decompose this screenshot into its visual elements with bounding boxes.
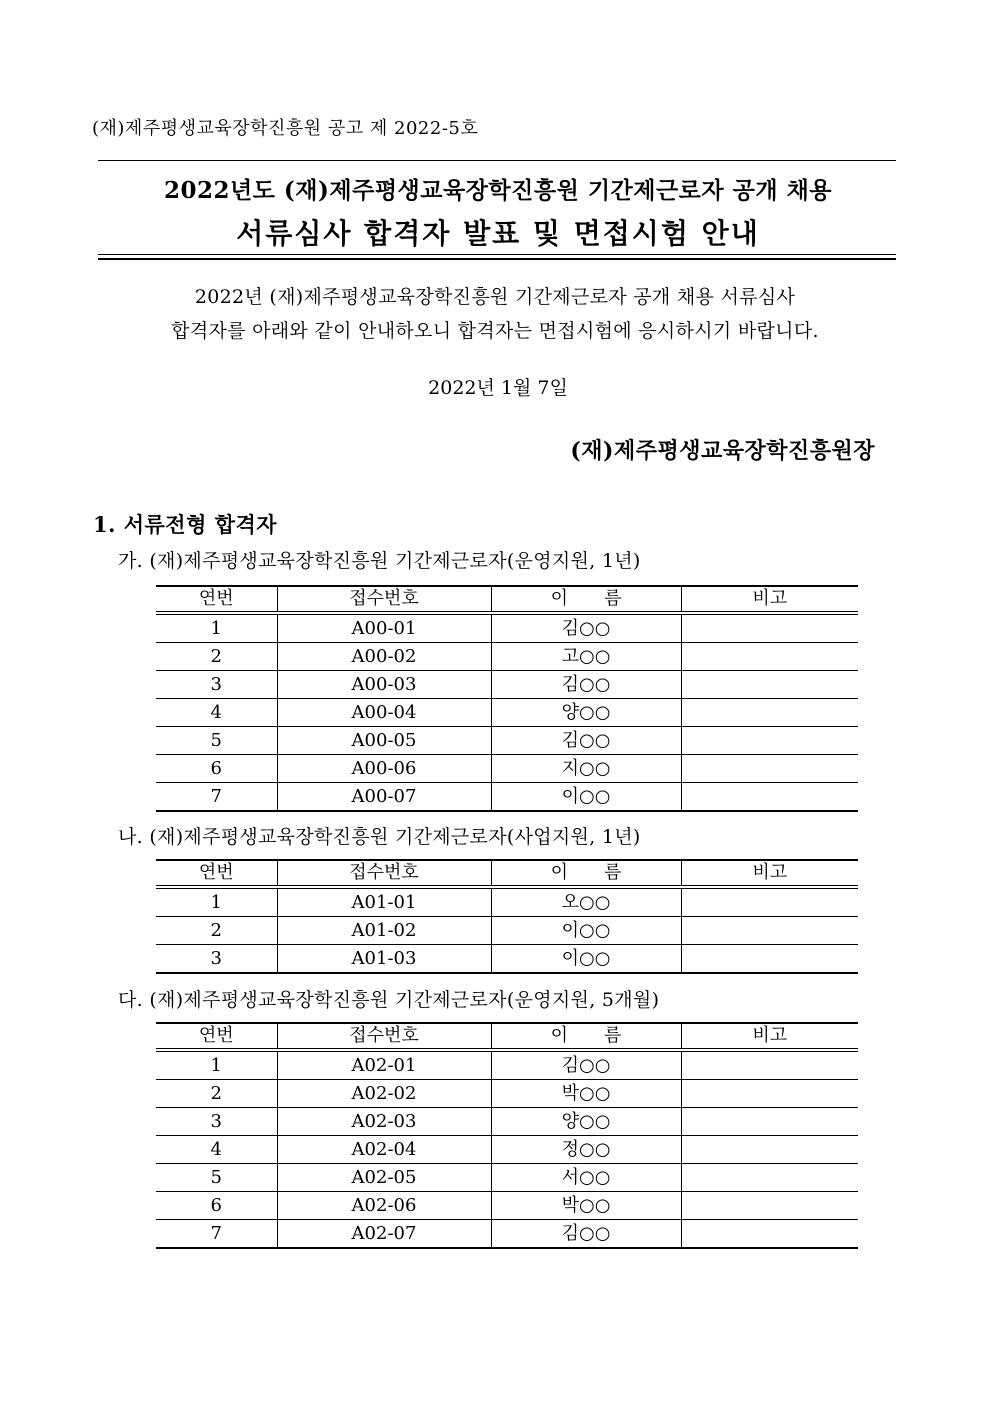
cell-no: 2 [210, 919, 222, 941]
cell-no: 6 [210, 1194, 222, 1216]
cell-no: 5 [210, 729, 222, 751]
cell-no: 3 [210, 947, 222, 969]
cell-no: 5 [210, 1166, 222, 1188]
cell-note [681, 727, 858, 755]
cell-note [681, 613, 858, 643]
cell-no: 7 [210, 785, 222, 807]
cell-application-id: A00-04 [277, 699, 491, 727]
cell-note [681, 1192, 858, 1220]
cell-note [681, 783, 858, 812]
cell-application-id: A00-07 [277, 783, 491, 812]
col-header-id: 접수번호 [277, 1023, 491, 1050]
cell-note [681, 945, 858, 974]
table-row [156, 613, 858, 643]
cell-application-id: A00-05 [277, 727, 491, 755]
cell-application-id: A00-03 [277, 671, 491, 699]
cell-application-id: A02-06 [277, 1192, 491, 1220]
table-row [156, 887, 858, 917]
table-row [156, 917, 858, 945]
cell-note [681, 1164, 858, 1192]
notice-number: (재)제주평생교육장학진흥원 공고 제 2022-5호 [92, 118, 479, 139]
col-header-note: 비고 [681, 586, 858, 613]
table-row [156, 1050, 858, 1080]
cell-name: 김○○ [491, 1050, 681, 1080]
cell-no: 6 [210, 757, 222, 779]
cell-name: 박○○ [491, 1192, 681, 1220]
col-header-no: 연번 [156, 586, 277, 613]
cell-no: 2 [210, 1082, 222, 1104]
cell-name: 지○○ [491, 755, 681, 783]
cell-no: 1 [210, 617, 222, 639]
cell-application-id: A02-02 [277, 1080, 491, 1108]
cell-name: 오○○ [491, 887, 681, 917]
cell-name: 박○○ [491, 1080, 681, 1108]
cell-application-id: A02-04 [277, 1136, 491, 1164]
table-header-row [156, 860, 858, 887]
table-row [156, 1164, 858, 1192]
col-header-name: 이 름 [491, 1023, 681, 1050]
cell-no: 3 [210, 1110, 222, 1132]
title-line-2: 서류심사 합격자 발표 및 면접시험 안내 [236, 217, 760, 250]
notice-date: 2022년 1월 7일 [428, 377, 568, 399]
col-header-name: 이 름 [491, 860, 681, 887]
table-row [156, 1136, 858, 1164]
col-header-note: 비고 [681, 1023, 858, 1050]
group-b-table [156, 859, 858, 974]
title-double-rule [98, 254, 896, 260]
cell-application-id: A00-02 [277, 643, 491, 671]
cell-no: 1 [210, 891, 222, 913]
table-row [156, 699, 858, 727]
cell-no: 2 [210, 645, 222, 667]
cell-note [681, 699, 858, 727]
cell-no: 1 [210, 1054, 222, 1076]
cell-no: 7 [210, 1222, 222, 1244]
cell-note [681, 887, 858, 917]
table-row [156, 1220, 858, 1249]
group-c-table [156, 1022, 858, 1249]
cell-name: 이○○ [491, 783, 681, 812]
col-header-note: 비고 [681, 860, 858, 887]
cell-note [681, 755, 858, 783]
top-rule [98, 160, 896, 161]
cell-note [681, 1108, 858, 1136]
cell-application-id: A00-06 [277, 755, 491, 783]
cell-name: 김○○ [491, 613, 681, 643]
cell-name: 김○○ [491, 727, 681, 755]
col-header-no: 연번 [156, 1023, 277, 1050]
cell-name: 이○○ [491, 945, 681, 974]
cell-no: 4 [210, 701, 222, 723]
col-header-id: 접수번호 [277, 586, 491, 613]
table-row [156, 643, 858, 671]
cell-note [681, 1080, 858, 1108]
cell-name: 김○○ [491, 671, 681, 699]
cell-application-id: A02-03 [277, 1108, 491, 1136]
cell-application-id: A02-07 [277, 1220, 491, 1249]
table-row [156, 671, 858, 699]
section-title: 1. 서류전형 합격자 [93, 512, 278, 537]
table-row [156, 727, 858, 755]
table-row [156, 1108, 858, 1136]
cell-name: 양○○ [491, 1108, 681, 1136]
issuer-signature: (재)제주평생교육장학진흥원장 [570, 438, 875, 464]
group-b-title: 나. (재)제주평생교육장학진흥원 기간제근로자(사업지원, 1년) [118, 826, 641, 848]
cell-application-id: A01-01 [277, 887, 491, 917]
table-row [156, 1192, 858, 1220]
cell-application-id: A00-01 [277, 613, 491, 643]
title-line-1: 2022년도 (재)제주평생교육장학진흥원 기간제근로자 공개 채용 [163, 177, 833, 204]
cell-note [681, 1136, 858, 1164]
group-a-table [156, 585, 858, 812]
cell-name: 서○○ [491, 1164, 681, 1192]
cell-application-id: A01-03 [277, 945, 491, 974]
cell-application-id: A02-05 [277, 1164, 491, 1192]
col-header-id: 접수번호 [277, 860, 491, 887]
table-row [156, 945, 858, 974]
table-header-row [156, 1023, 858, 1050]
cell-note [681, 643, 858, 671]
intro-paragraph [100, 280, 890, 348]
table-row [156, 1080, 858, 1108]
group-c-title: 다. (재)제주평생교육장학진흥원 기간제근로자(운영지원, 5개월) [118, 989, 660, 1011]
cell-name: 양○○ [491, 699, 681, 727]
intro-line-1: 2022년 (재)제주평생교육장학진흥원 기간제근로자 공개 채용 서류심사 [194, 286, 796, 308]
col-header-name: 이 름 [491, 586, 681, 613]
cell-application-id: A02-01 [277, 1050, 491, 1080]
cell-name: 정○○ [491, 1136, 681, 1164]
table-row [156, 755, 858, 783]
cell-name: 이○○ [491, 917, 681, 945]
cell-application-id: A01-02 [277, 917, 491, 945]
col-header-no: 연번 [156, 860, 277, 887]
group-a-title: 가. (재)제주평생교육장학진흥원 기간제근로자(운영지원, 1년) [118, 550, 641, 572]
intro-line-2: 합격자를 아래와 같이 안내하오니 합격자는 면접시험에 응시하시기 바랍니다. [171, 320, 819, 342]
cell-no: 4 [210, 1138, 222, 1160]
cell-note [681, 671, 858, 699]
cell-name: 김○○ [491, 1220, 681, 1249]
table-header-row [156, 586, 858, 613]
cell-name: 고○○ [491, 643, 681, 671]
cell-no: 3 [210, 673, 222, 695]
table-row [156, 783, 858, 812]
cell-note [681, 1050, 858, 1080]
cell-note [681, 917, 858, 945]
cell-note [681, 1220, 858, 1249]
